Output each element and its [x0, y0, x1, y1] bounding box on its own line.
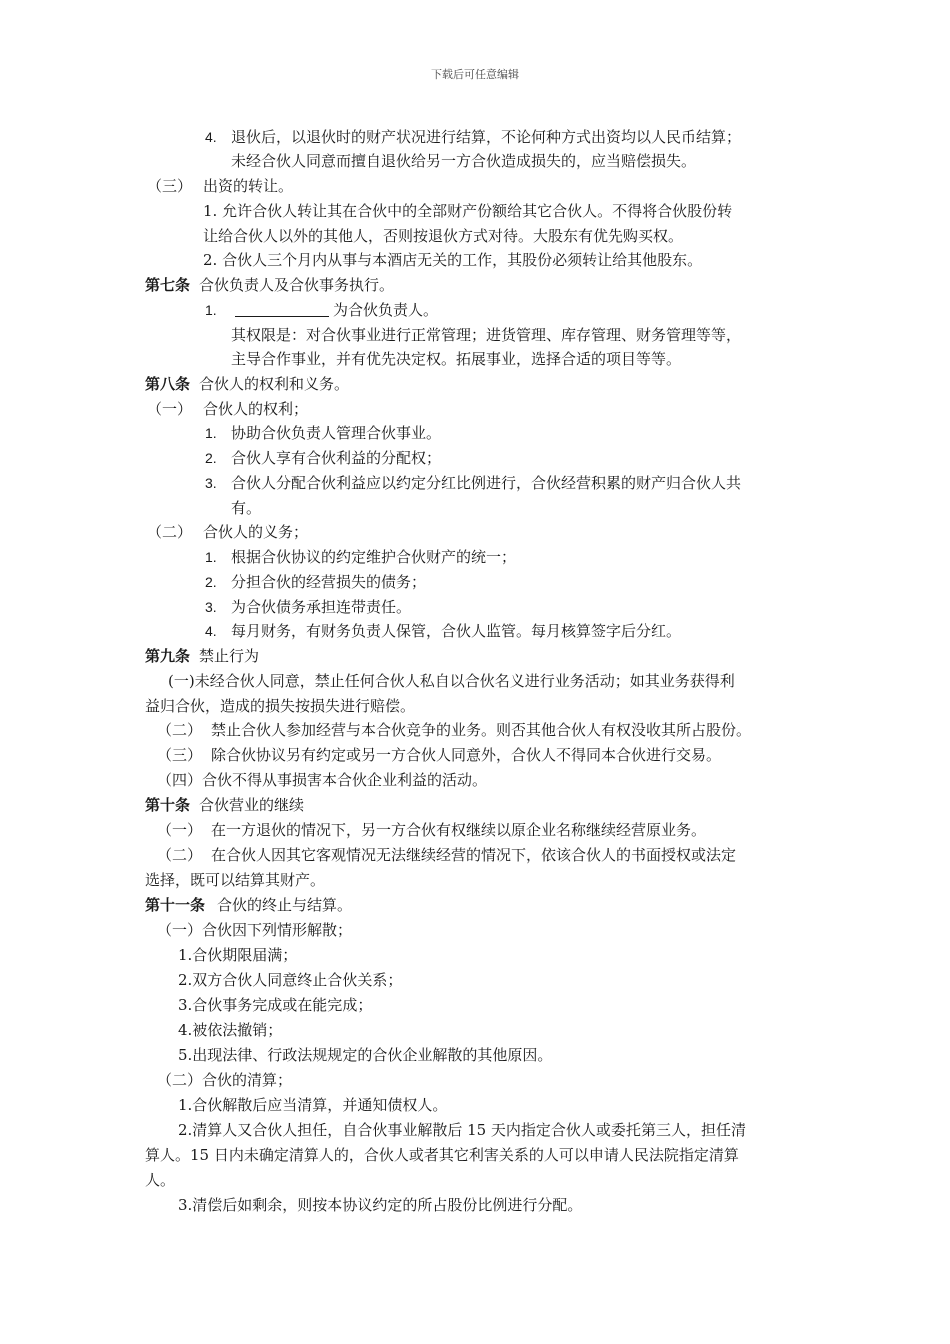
item-number: 4.: [205, 623, 217, 639]
blank-line: [235, 302, 329, 317]
list-item: 1.合伙期限届满；: [178, 946, 298, 964]
paragraph-line: 每月财务，有财务负责人保管，合伙人监管。每月核算签字后分红。: [231, 622, 682, 640]
paragraph-line: （四）合伙不得从事损害本合伙企业利益的活动。: [157, 771, 488, 789]
paragraph-line: 除合伙协议另有约定或另一方合伙人同意外，合伙人不得同本合伙进行交易。: [211, 746, 722, 764]
paragraph-line: 1. 允许合伙人转让其在合伙中的全部财产份额给其它合伙人。不得将合伙股份转: [203, 202, 733, 220]
paragraph-line: 有。: [231, 499, 262, 517]
article-title: 合伙人的权利和义务。: [199, 375, 350, 393]
list-item: 5.出现法律、行政法规规定的合伙企业解散的其他原因。: [178, 1046, 553, 1064]
paragraph-line: 算人。15 日内未确定清算人的，合伙人或者其它利害关系的人可以申请人民法院指定清算: [145, 1146, 739, 1164]
paragraph-line: 选择，既可以结算其财产。: [145, 871, 326, 889]
item-number: 2.: [205, 574, 217, 590]
list-item: 3.合伙事务完成或在能完成；: [178, 996, 373, 1014]
item-number: 1.: [205, 425, 217, 441]
paragraph-line: 2. 合伙人三个月内从事与本酒店无关的工作，其股份必须转让给其他股东。: [203, 251, 703, 269]
section-title: （二）合伙的清算；: [157, 1071, 293, 1089]
article-title: 合伙的终止与结算。: [217, 896, 353, 914]
paragraph-line: 未经合伙人同意而擅自退伙给另一方合伙造成损失的，应当赔偿损失。: [231, 152, 697, 170]
section-title: （一）合伙因下列情形解散；: [157, 921, 353, 939]
section-marker: （二）: [157, 721, 203, 739]
list-item: 1.合伙解散后应当清算，并通知债权人。: [178, 1096, 448, 1114]
paragraph-line: 分担合伙的经营损失的债务；: [231, 573, 427, 591]
article-heading: 第十一条: [145, 896, 206, 914]
paragraph-line: [235, 300, 438, 320]
paragraph-line: 退伙后，以退伙时的财产状况进行结算，不论何种方式出资均以人民币结算；: [231, 128, 742, 146]
paragraph-line: 主导合作事业，并有优先决定权。拓展事业，选择合适的项目等等。: [231, 350, 682, 368]
section-title: 合伙人的权利；: [203, 400, 309, 418]
paragraph-line: 禁止合伙人参加经营与本合伙竞争的业务。则否其他合伙人有权没收其所占股份。: [211, 721, 752, 739]
paragraph-line: 其权限是：对合伙事业进行正常管理；进货管理、库存管理、财务管理等等，: [231, 326, 742, 344]
paragraph-line: 协助合伙负责人管理合伙事业。: [231, 424, 442, 442]
section-title: 合伙人的义务；: [203, 523, 309, 541]
paragraph-line: 让给合伙人以外的其他人，否则按退伙方式对待。大股东有优先购买权。: [203, 227, 684, 245]
paragraph-line: 合伙人享有合伙利益的分配权；: [231, 449, 442, 467]
section-marker: （二）: [157, 846, 203, 864]
list-item: 4.被依法撤销；: [178, 1021, 283, 1039]
section-marker: （三）: [147, 177, 193, 195]
page-header: 下载后可任意编辑: [431, 68, 519, 81]
article-heading: 第七条: [145, 276, 191, 294]
section-marker: （一）: [147, 400, 193, 418]
item-number: 3.: [205, 475, 217, 491]
paragraph-line: (一)未经合伙人同意，禁止任何合伙人私自以合伙名义进行业务活动；如其业务获得利: [168, 672, 735, 690]
section-marker: （三）: [157, 746, 203, 764]
paragraph-line: 合伙人分配合伙利益应以约定分红比例进行，合伙经营积累的财产归合伙人共: [231, 474, 742, 492]
paragraph-line: 益归合伙，造成的损失按损失进行赔偿。: [145, 697, 416, 715]
list-item: 2.双方合伙人同意终止合伙关系；: [178, 971, 403, 989]
article-title: 禁止行为: [199, 647, 260, 665]
list-item: 3.清偿后如剩余，则按本协议约定的所占股份比例进行分配。: [178, 1196, 583, 1214]
section-marker: （一）: [157, 821, 203, 839]
section-marker: （二）: [147, 523, 193, 541]
list-item: 2.清算人又合伙人担任，自合伙事业解散后 15 天内指定合伙人或委托第三人，担任清: [178, 1121, 746, 1139]
paragraph-line: 在一方退伙的情况下，另一方合伙有权继续以原企业名称继续经营原业务。: [211, 821, 707, 839]
article-heading: 第九条: [145, 647, 191, 665]
blank-suffix: 为合伙负责人。: [333, 301, 439, 319]
item-number: 1.: [205, 302, 217, 318]
article-heading: 第十条: [145, 796, 191, 814]
section-title: 出资的转让。: [203, 177, 294, 195]
article-heading: 第八条: [145, 375, 191, 393]
item-number: 4.: [205, 129, 217, 145]
paragraph-line: 为合伙债务承担连带责任。: [231, 598, 412, 616]
article-title: 合伙负责人及合伙事务执行。: [199, 276, 395, 294]
paragraph-line: 在合伙人因其它客观情况无法继续经营的情况下，依该合伙人的书面授权或法定: [211, 846, 737, 864]
paragraph-line: 人。: [145, 1171, 176, 1189]
paragraph-line: 根据合伙协议的约定维护合伙财产的统一；: [231, 548, 517, 566]
item-number: 2.: [205, 450, 217, 466]
item-number: 3.: [205, 599, 217, 615]
article-title: 合伙营业的继续: [199, 796, 305, 814]
item-number: 1.: [205, 549, 217, 565]
